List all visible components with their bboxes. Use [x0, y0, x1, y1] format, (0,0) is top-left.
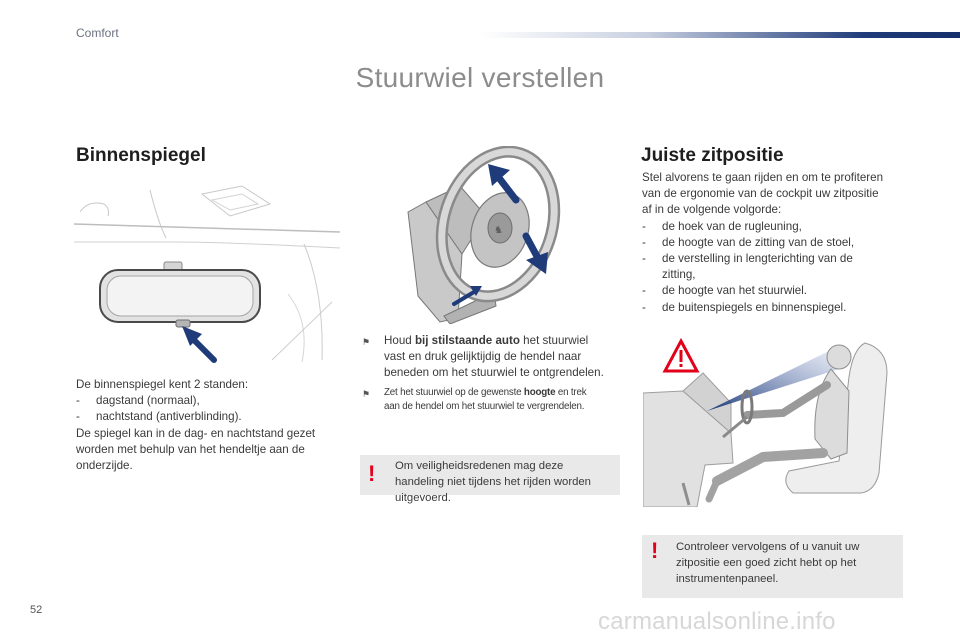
list-item: - nachtstand (antiverblinding).	[76, 410, 242, 424]
list-item-text: nachtstand (antiverblinding).	[96, 410, 242, 424]
section-title-binnenspiegel: Binnenspiegel	[76, 145, 206, 166]
list-item: - de buitenspiegels en binnenspiegel.	[642, 300, 847, 314]
seating-position-illustration	[643, 333, 903, 507]
page-number: 52	[30, 604, 43, 616]
bullet1-pre: Houd	[384, 334, 415, 347]
mirror-outro-line: De spiegel kan in de dag- en nachtstand gezet	[76, 426, 316, 440]
bullet1-line: beneden om het stuurwiel te ontgrendelen.	[384, 366, 604, 380]
seating-intro-line: van de ergonomie van de cockpit uw zitpositie	[642, 187, 879, 201]
instruction-bullet-2	[362, 386, 632, 414]
list-item-text: de verstelling in lengterichting van de	[662, 252, 853, 266]
seating-intro-line: af in de volgende volgorde:	[642, 203, 782, 217]
list-item-text: dagstand (normaal),	[96, 394, 200, 408]
bullet1-post: het stuurwiel	[519, 334, 589, 347]
exclamation-icon: !	[368, 461, 376, 486]
seating-steps-list	[642, 219, 912, 316]
flag-bullet-icon: ⚑	[362, 337, 371, 347]
steering-wheel-illustration	[400, 146, 576, 324]
bullet2-pre: Zet het stuurwiel op de gewenste	[384, 386, 524, 398]
bullet1-bold: bij stilstaande auto	[414, 334, 520, 347]
list-item-text: zitting,	[662, 268, 696, 282]
section-label: Comfort	[76, 26, 119, 40]
warning-line: instrumentenpaneel.	[676, 573, 779, 585]
exclamation-icon: !	[651, 538, 659, 563]
list-item-text: de buitenspiegels en binnenspiegel.	[662, 300, 847, 314]
bullet2-post: en trek	[555, 386, 587, 398]
warning-line: Om veiligheidsredenen mag deze	[395, 460, 564, 472]
steering-instructions	[362, 333, 632, 414]
header-accent-bar	[480, 32, 960, 38]
warning-line: zitpositie een goed zicht hebt op het	[676, 557, 857, 569]
list-item: - de hoogte van de zitting van de stoel,	[642, 235, 855, 249]
mirror-description	[76, 377, 346, 474]
mirror-outro-line: worden met behulp van het hendeltje aan de	[76, 442, 305, 456]
seating-intro-line: Stel alvorens te gaan rijden en om te profiteren	[642, 171, 884, 184]
page-title: Stuurwiel verstellen	[355, 62, 605, 93]
seating-warning-text	[676, 539, 859, 587]
warning-line: Controleer vervolgens of u vanuit uw	[676, 541, 860, 553]
list-item: - de hoogte van het stuurwiel.	[642, 284, 808, 298]
bullet2-bold: hoogte	[523, 386, 556, 398]
instruction-bullet-1	[362, 333, 632, 382]
seating-warning-box	[642, 535, 903, 598]
mirror-outro-line: onderzijde.	[76, 459, 133, 473]
mirror-intro: De binnenspiegel kent 2 standen:	[76, 378, 249, 391]
warning-line: uitgevoerd.	[395, 492, 451, 504]
watermark: carmanualsonline.info	[598, 608, 836, 635]
bullet2-line: aan de hendel om het stuurwiel te vergrendelen.	[384, 400, 585, 412]
list-item-text: de hoek van de rugleuning,	[662, 219, 802, 233]
svg-text:♞: ♞	[494, 225, 503, 236]
section-title-zitpositie: Juiste zitpositie	[641, 145, 784, 166]
list-item-text: de hoogte van de zitting van de stoel,	[662, 235, 855, 249]
mirror-positions-list	[76, 393, 346, 425]
steering-warning-box	[360, 455, 620, 504]
warning-line: handeling niet tijdens het rijden worden	[395, 476, 591, 488]
bullet1-line: vast en druk gelijktijdig de hendel naar	[384, 350, 582, 364]
flag-bullet-icon: ⚑	[362, 388, 370, 399]
list-item-text: de hoogte van het stuurwiel.	[662, 284, 808, 298]
list-item: - de verstelling in lengterichting van de zitting,	[642, 252, 853, 282]
list-item: - dagstand (normaal),	[76, 394, 200, 408]
rearview-mirror-illustration	[74, 182, 340, 368]
seating-description	[642, 170, 912, 316]
list-item: - de hoek van de rugleuning,	[642, 219, 802, 233]
steering-warning-text	[395, 458, 591, 506]
